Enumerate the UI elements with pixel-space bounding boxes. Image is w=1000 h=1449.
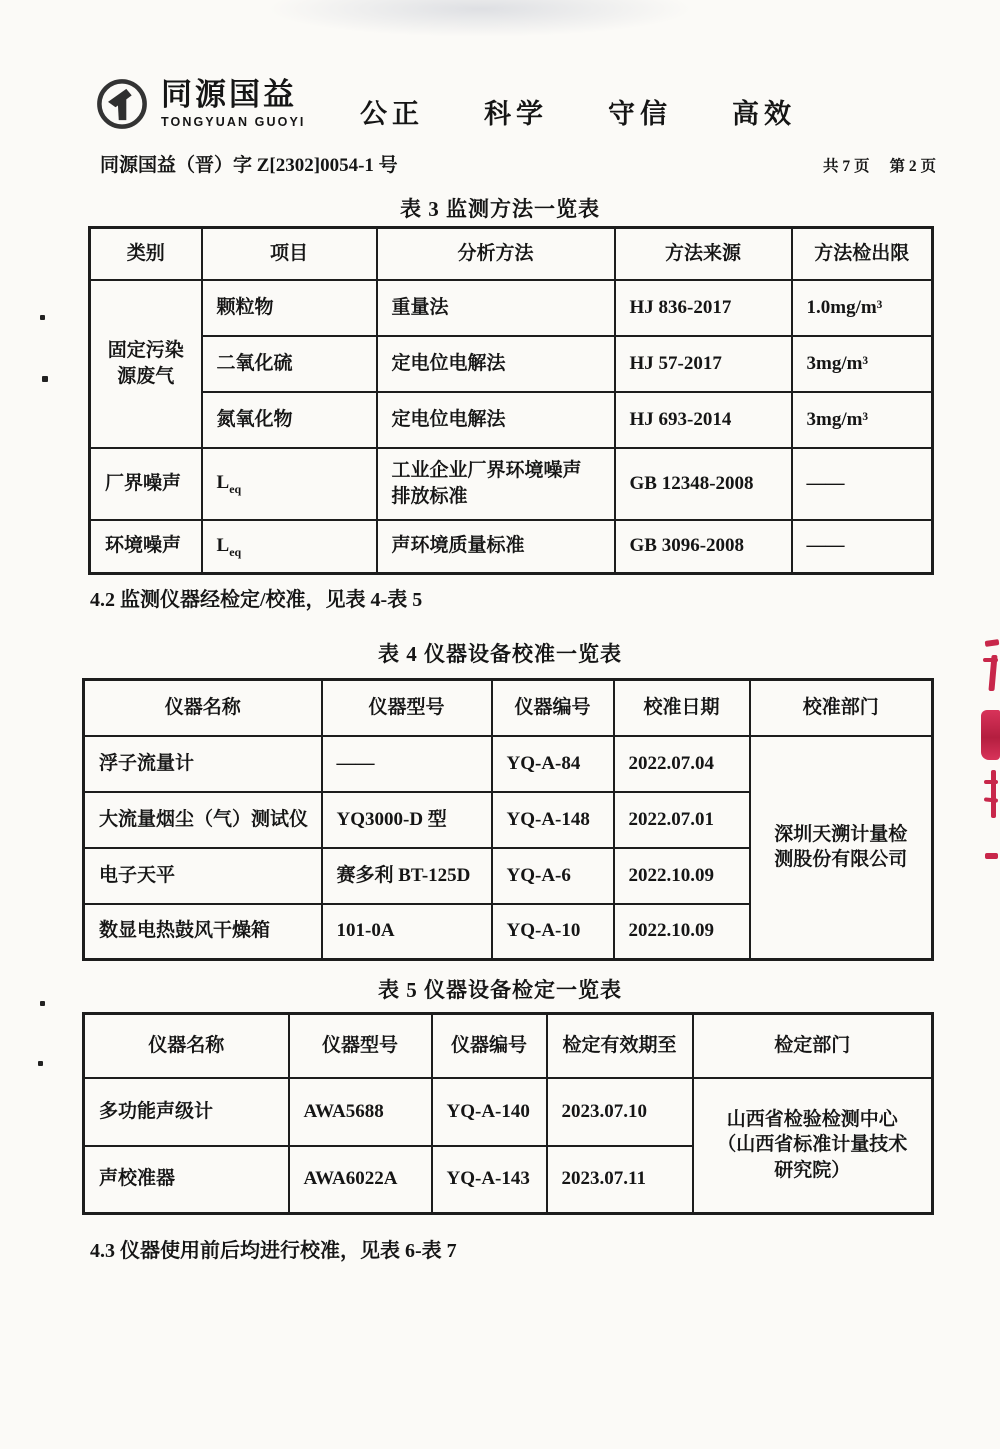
brand-name-cn: 同源国益: [161, 77, 297, 113]
cell-serial: YQ-A-84: [492, 736, 614, 792]
cell-category-gas: 固定污染源废气: [90, 280, 202, 448]
col-instrument-model: 仪器型号: [322, 680, 492, 736]
col-item: 项目: [202, 228, 377, 280]
cell-name: 电子天平: [84, 848, 322, 904]
doc-number: 同源国益（晋）字 Z[2302]0054-1 号: [100, 155, 398, 176]
col-valid-until: 检定有效期至: [547, 1014, 693, 1078]
cell-date: 2022.07.04: [614, 736, 750, 792]
cell-source: GB 3096-2008: [615, 520, 792, 574]
brand-name-en: TONGYUAN GUOYI: [161, 114, 306, 129]
col-verification-dept: 检定部门: [693, 1014, 933, 1078]
pagination: [823, 154, 936, 176]
cell-source: HJ 693-2014: [615, 392, 792, 448]
col-detection-limit: 方法检出限: [792, 228, 933, 280]
col-calibration-dept: 校准部门: [750, 680, 933, 736]
red-stamp-fragment: [991, 770, 996, 818]
col-category: 类别: [90, 228, 202, 280]
cell-serial: YQ-A-143: [432, 1146, 547, 1214]
cell-verification-department: 山西省检验检测中心（山西省标准计量技术研究院）: [693, 1078, 933, 1214]
cell-date: 2023.07.11: [547, 1146, 693, 1214]
cell-method: 定电位电解法: [377, 392, 615, 448]
cell-item-leq: $L_{eq}$: [202, 520, 377, 574]
red-stamp-fragment: [984, 797, 998, 802]
cell-item-leq: $L_{eq}$: [202, 448, 377, 520]
cell-limit: ——: [792, 520, 933, 574]
table-row: [90, 392, 933, 448]
cell-method: 工业企业厂界环境噪声排放标准: [377, 448, 615, 520]
cell-model: AWA6022A: [289, 1146, 432, 1214]
cell-source: GB 12348-2008: [615, 448, 792, 520]
cell-model: 赛多利 BT-125D: [322, 848, 492, 904]
table-header-row: [84, 680, 933, 736]
col-instrument-serial: 仪器编号: [492, 680, 614, 736]
cell-serial: YQ-A-148: [492, 792, 614, 848]
brand-text: [161, 79, 305, 129]
cell-model: ——: [322, 736, 492, 792]
verification-table: [82, 1012, 934, 1215]
slogan-kexue: 科学: [484, 99, 548, 129]
cell-item: 二氧化硫: [202, 336, 377, 392]
cell-category: 厂界噪声: [90, 448, 202, 520]
cell-calibration-department: 深圳天溯计量检测股份有限公司: [750, 736, 933, 960]
red-stamp-fragment: [981, 710, 1000, 760]
scan-dot: [42, 376, 48, 382]
section-4-3: 4.3 仪器使用前后均进行校准，见表 6-表 7: [90, 1240, 457, 1262]
cell-method: 声环境质量标准: [377, 520, 615, 574]
slogan-gongzheng: 公正: [360, 99, 424, 129]
cell-method: 定电位电解法: [377, 336, 615, 392]
cell-serial: YQ-A-6: [492, 848, 614, 904]
page-current: 第 2 页: [889, 158, 936, 175]
slogan-row: [360, 92, 796, 131]
table3-title: 表 3 监测方法一览表: [400, 197, 600, 221]
cell-method: 重量法: [377, 280, 615, 336]
col-instrument-name: 仪器名称: [84, 1014, 289, 1078]
table-row: [90, 336, 933, 392]
table-header-row: [84, 1014, 933, 1078]
col-analysis-method: 分析方法: [377, 228, 615, 280]
cell-model: 101-0A: [322, 904, 492, 960]
cell-limit: 1.0mg/m³: [792, 280, 933, 336]
brand-header: [94, 76, 305, 132]
col-instrument-serial: 仪器编号: [432, 1014, 547, 1078]
cell-name: 多功能声级计: [84, 1078, 289, 1146]
cell-item: 颗粒物: [202, 280, 377, 336]
cell-limit: ——: [792, 448, 933, 520]
cell-model: YQ3000-D 型: [322, 792, 492, 848]
cell-model: AWA5688: [289, 1078, 432, 1146]
calibration-table: [82, 678, 934, 961]
red-stamp-fragment: [984, 780, 998, 784]
cell-serial: YQ-A-10: [492, 904, 614, 960]
red-stamp-fragment: [983, 658, 998, 662]
table5-title: 表 5 仪器设备检定一览表: [378, 978, 622, 1002]
cell-source: HJ 836-2017: [615, 280, 792, 336]
cell-date: 2022.10.09: [614, 848, 750, 904]
pages-total: 共 7 页: [822, 158, 870, 175]
cell-name: 大流量烟尘（气）测试仪: [84, 792, 322, 848]
cell-limit: 3mg/m³: [792, 336, 933, 392]
cell-date: 2022.07.01: [614, 792, 750, 848]
table-row: [84, 736, 933, 792]
section-4-2: 4.2 监测仪器经检定/校准，见表 4-表 5: [90, 589, 423, 611]
slogan-gaoxiao: 高效: [732, 99, 796, 129]
monitoring-methods-table: [88, 226, 934, 575]
cell-category: 环境噪声: [90, 520, 202, 574]
table-header-row: [90, 228, 933, 280]
table4-title: 表 4 仪器设备校准一览表: [378, 642, 622, 666]
table-row: [90, 280, 933, 336]
cell-source: HJ 57-2017: [615, 336, 792, 392]
scan-smudge: [260, 0, 700, 38]
tongyuan-logo-icon: [94, 76, 150, 132]
col-instrument-name: 仪器名称: [84, 680, 322, 736]
cell-name: 浮子流量计: [84, 736, 322, 792]
cell-item: 氮氧化物: [202, 392, 377, 448]
cell-date: 2023.07.10: [547, 1078, 693, 1146]
table-row: [84, 1078, 933, 1146]
col-instrument-model: 仪器型号: [289, 1014, 432, 1078]
col-method-source: 方法来源: [615, 228, 792, 280]
scan-dot: [40, 1001, 45, 1006]
cell-name: 数显电热鼓风干燥箱: [84, 904, 322, 960]
red-stamp-fragment: [985, 853, 998, 859]
col-calibration-date: 校准日期: [614, 680, 750, 736]
cell-limit: 3mg/m³: [792, 392, 933, 448]
doc-meta-line: [100, 150, 936, 177]
slogan-shouxin: 守信: [608, 99, 672, 129]
table-row: [90, 448, 933, 520]
cell-date: 2022.10.09: [614, 904, 750, 960]
scan-dot: [38, 1061, 43, 1066]
table-row: [90, 520, 933, 574]
cell-name: 声校准器: [84, 1146, 289, 1214]
scan-dot: [40, 315, 45, 320]
cell-serial: YQ-A-140: [432, 1078, 547, 1146]
